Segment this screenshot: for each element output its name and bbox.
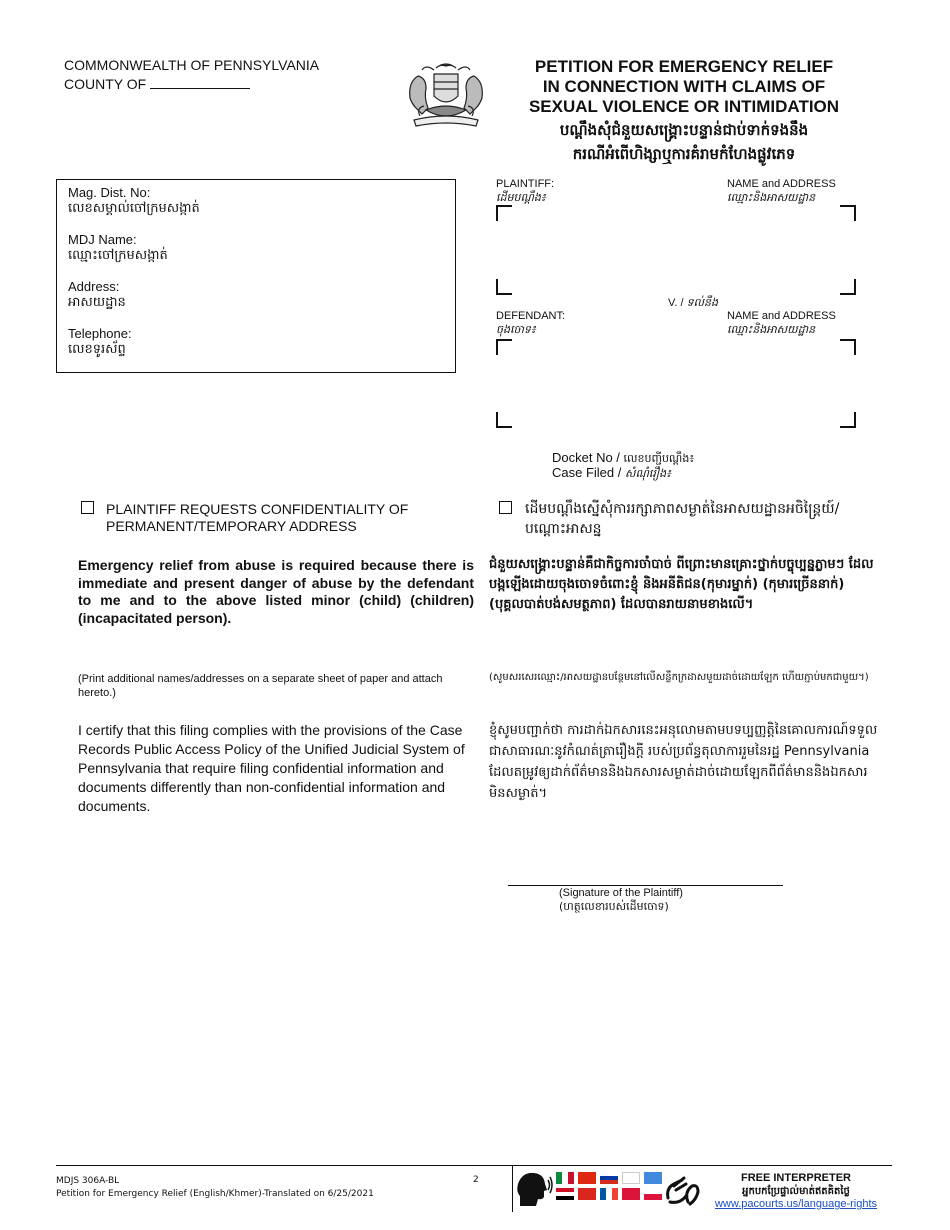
docket-no-field[interactable] bbox=[552, 450, 694, 465]
emergency-statement-km: ជំនួយសង្គ្រោះបន្ទាន់គឺជាកិច្ចការចាំបាច់ ពីព្រោះមានគ្រោះថ្នាក់បច្ចុប្បន្នភ្លាមៗ ដែលបង្កឡើងដោយចុងចោទចំពោះខ្ញុំ និងអនីតិជន(កុមារម្នាក់) (កុមារច្រើននាក់) (បុគ្គលបាត់បង់សមត្ថភាព) ដែលបានរាយនាមខាងលើ។ bbox=[489, 557, 874, 612]
versus-km: ទល់នឹង bbox=[686, 296, 718, 309]
emergency-statement: Emergency relief from abuse is required because there is immediate and present danger of abuse by the defendant to me and to the above listed minor (child) (children) (incapacitated person). bbox=[78, 557, 474, 626]
mdj-name-field[interactable] bbox=[68, 232, 444, 264]
plaintiff-label bbox=[496, 178, 554, 204]
title-line-1: PETITION FOR EMERGENCY RELIEF bbox=[534, 57, 834, 76]
certification-text-km: ខ្ញុំសូមបញ្ជាក់ថា ការដាក់ឯកសារនេះអនុលោមតាមបទប្បញ្ញត្តិនៃគោលការណ៍ទទួលជាសាធារណៈនូវកំណត់ត្រារឿងក្តី របស់ប្រព័ន្ធតុលាការរួមនៃរដ្ឋ Pennsylvania ដែលតម្រូវឲ្យដាក់ព័ត៌មាននិងឯកសារសម្ងាត់ដាច់ដោយឡែកពីព័ត៌មាននិងឯកសារមិនសម្ងាត់។ bbox=[489, 723, 878, 801]
plaintiff-name-address-label bbox=[727, 178, 836, 204]
corner-mark bbox=[496, 279, 512, 295]
defendant-name-address-km: ឈ្មោះនិងអាសយដ្ឋាន bbox=[727, 323, 816, 336]
defendant-label-km: ចុងចោទ៖ bbox=[496, 323, 536, 336]
sign-language-icon bbox=[664, 1172, 702, 1206]
mdj-name-label: MDJ Name: bbox=[68, 232, 137, 247]
defendant-address-area[interactable] bbox=[496, 339, 856, 428]
mag-dist-no-field[interactable] bbox=[68, 185, 444, 217]
address-label-km: អាសយដ្ឋាន bbox=[68, 295, 126, 310]
corner-mark bbox=[496, 205, 512, 221]
corner-mark bbox=[840, 412, 856, 428]
defendant-label bbox=[496, 310, 565, 336]
address-field[interactable] bbox=[68, 279, 444, 311]
plaintiff-name-address-km: ឈ្មោះនិងអាសយដ្ឋាន bbox=[727, 191, 816, 204]
confidentiality-label-km: ដើមបណ្តឹងស្នើសុំការរក្សាភាពសម្ងាត់នៃអាសយដ្ឋានអចិន្ត្រៃយ៍/បណ្តោះអាសន្ន bbox=[525, 501, 840, 537]
form-description: Petition for Emergency Relief (English/Khmer)-Translated on 6/25/2021 bbox=[56, 1189, 374, 1199]
interpreter-title: FREE INTERPRETER bbox=[740, 1172, 851, 1184]
defendant-label-en: DEFENDANT: bbox=[496, 310, 566, 322]
corner-mark bbox=[840, 339, 856, 355]
case-filed-label: Case Filed / bbox=[552, 465, 622, 480]
additional-names-note: (Print additional names/addresses on a separate sheet of paper and attach hereto.) bbox=[78, 673, 443, 699]
magisterial-district-box bbox=[56, 179, 456, 373]
title-line-3: SEXUAL VIOLENCE OR INTIMIDATION bbox=[528, 97, 840, 116]
pennsylvania-seal-icon bbox=[396, 58, 496, 130]
confidentiality-checkbox-km[interactable] bbox=[499, 501, 512, 514]
confidentiality-checkbox[interactable] bbox=[81, 501, 94, 514]
interpreter-info bbox=[710, 1172, 882, 1211]
plaintiff-name-address-en: NAME and ADDRESS bbox=[727, 178, 836, 190]
mdj-name-label-km: ឈ្មោះចៅក្រមសង្កាត់ bbox=[68, 248, 168, 263]
county-label: COUNTY OF bbox=[64, 76, 147, 92]
mag-dist-no-label-km: លេខសម្គាល់ចៅក្រមសង្កាត់ bbox=[68, 201, 200, 216]
defendant-name-address-en: NAME and ADDRESS bbox=[727, 310, 836, 322]
signature-caption bbox=[559, 887, 683, 913]
docket-info bbox=[552, 450, 694, 480]
signature-caption-km: (ហត្ថលេខារបស់ដើមចោទ) bbox=[559, 900, 669, 913]
corner-mark bbox=[496, 412, 512, 428]
form-code: MDJS 306A-BL bbox=[56, 1176, 120, 1186]
confidentiality-label: PLAINTIFF REQUESTS CONFIDENTIALITY OF PERMANENT/TEMPORARY ADDRESS bbox=[106, 501, 409, 534]
footer-separator bbox=[512, 1166, 513, 1212]
certification-text: I certify that this filing complies with the provisions of the Case Records Public Access Policy of the Unified Judicial System of Pennsylvania that require filing confidential information and documents differently than non-confidential information and documents. bbox=[78, 722, 465, 814]
language-flags-icon bbox=[556, 1172, 664, 1208]
footer-form-info bbox=[56, 1175, 374, 1201]
case-filed-label-km: សំណុំរឿង៖ bbox=[625, 467, 671, 480]
language-rights-link[interactable]: www.pacourts.us/language-rights bbox=[714, 1198, 878, 1210]
page-title bbox=[505, 57, 863, 117]
signature-caption-en: (Signature of the Plaintiff) bbox=[559, 887, 683, 899]
plaintiff-address-area[interactable] bbox=[496, 205, 856, 295]
telephone-label-km: លេខទូរស័ព្ទ bbox=[68, 342, 126, 357]
county-field[interactable] bbox=[150, 75, 250, 89]
corner-mark bbox=[840, 205, 856, 221]
additional-names-note-km: (សូមសរសេរឈ្មោះ/អាសយដ្ឋានបន្ថែមនៅលើសន្លឹកក្រដាសមួយដាច់ដោយឡែក ហើយភ្ជាប់មកជាមួយ។) bbox=[489, 672, 869, 683]
page-title-khmer bbox=[505, 118, 863, 166]
case-filed-field[interactable] bbox=[552, 465, 694, 480]
speaking-head-icon bbox=[514, 1170, 554, 1208]
telephone-field[interactable] bbox=[68, 326, 444, 358]
telephone-label: Telephone: bbox=[68, 326, 132, 341]
county-line bbox=[64, 75, 319, 94]
interpreter-title-km: អ្នកបកប្រែផ្ទាល់មាត់ឥតគិតថ្លៃ bbox=[742, 1186, 850, 1197]
plaintiff-label-km: ដើមបណ្តឹង៖ bbox=[496, 191, 546, 204]
corner-mark bbox=[840, 279, 856, 295]
mag-dist-no-label: Mag. Dist. No: bbox=[68, 185, 151, 200]
page-number: 2 bbox=[473, 1175, 479, 1185]
docket-no-label-km: លេខបញ្ជីបណ្តឹង៖ bbox=[623, 452, 695, 465]
address-label: Address: bbox=[68, 279, 120, 294]
corner-mark bbox=[496, 339, 512, 355]
footer-divider bbox=[56, 1165, 892, 1166]
defendant-name-address-label bbox=[727, 310, 836, 336]
versus-en: V. / bbox=[668, 297, 684, 309]
title-km-line-2: ករណីអំពើហិង្សាឬការគំរាមកំហែងផ្លូវភេទ bbox=[572, 145, 796, 163]
plaintiff-label-en: PLAINTIFF: bbox=[496, 178, 555, 190]
commonwealth-label: COMMONWEALTH OF PENNSYLVANIA bbox=[64, 57, 320, 73]
header-jurisdiction bbox=[64, 56, 319, 94]
docket-no-label: Docket No / bbox=[552, 450, 620, 465]
title-km-line-1: បណ្តឹងសុំជំនួយសង្រ្គោះបន្ទាន់ជាប់ទាក់ទងនឹង bbox=[559, 121, 809, 139]
versus-label bbox=[668, 296, 718, 310]
signature-line[interactable] bbox=[508, 885, 783, 886]
title-line-2: IN CONNECTION WITH CLAIMS OF bbox=[542, 77, 826, 96]
